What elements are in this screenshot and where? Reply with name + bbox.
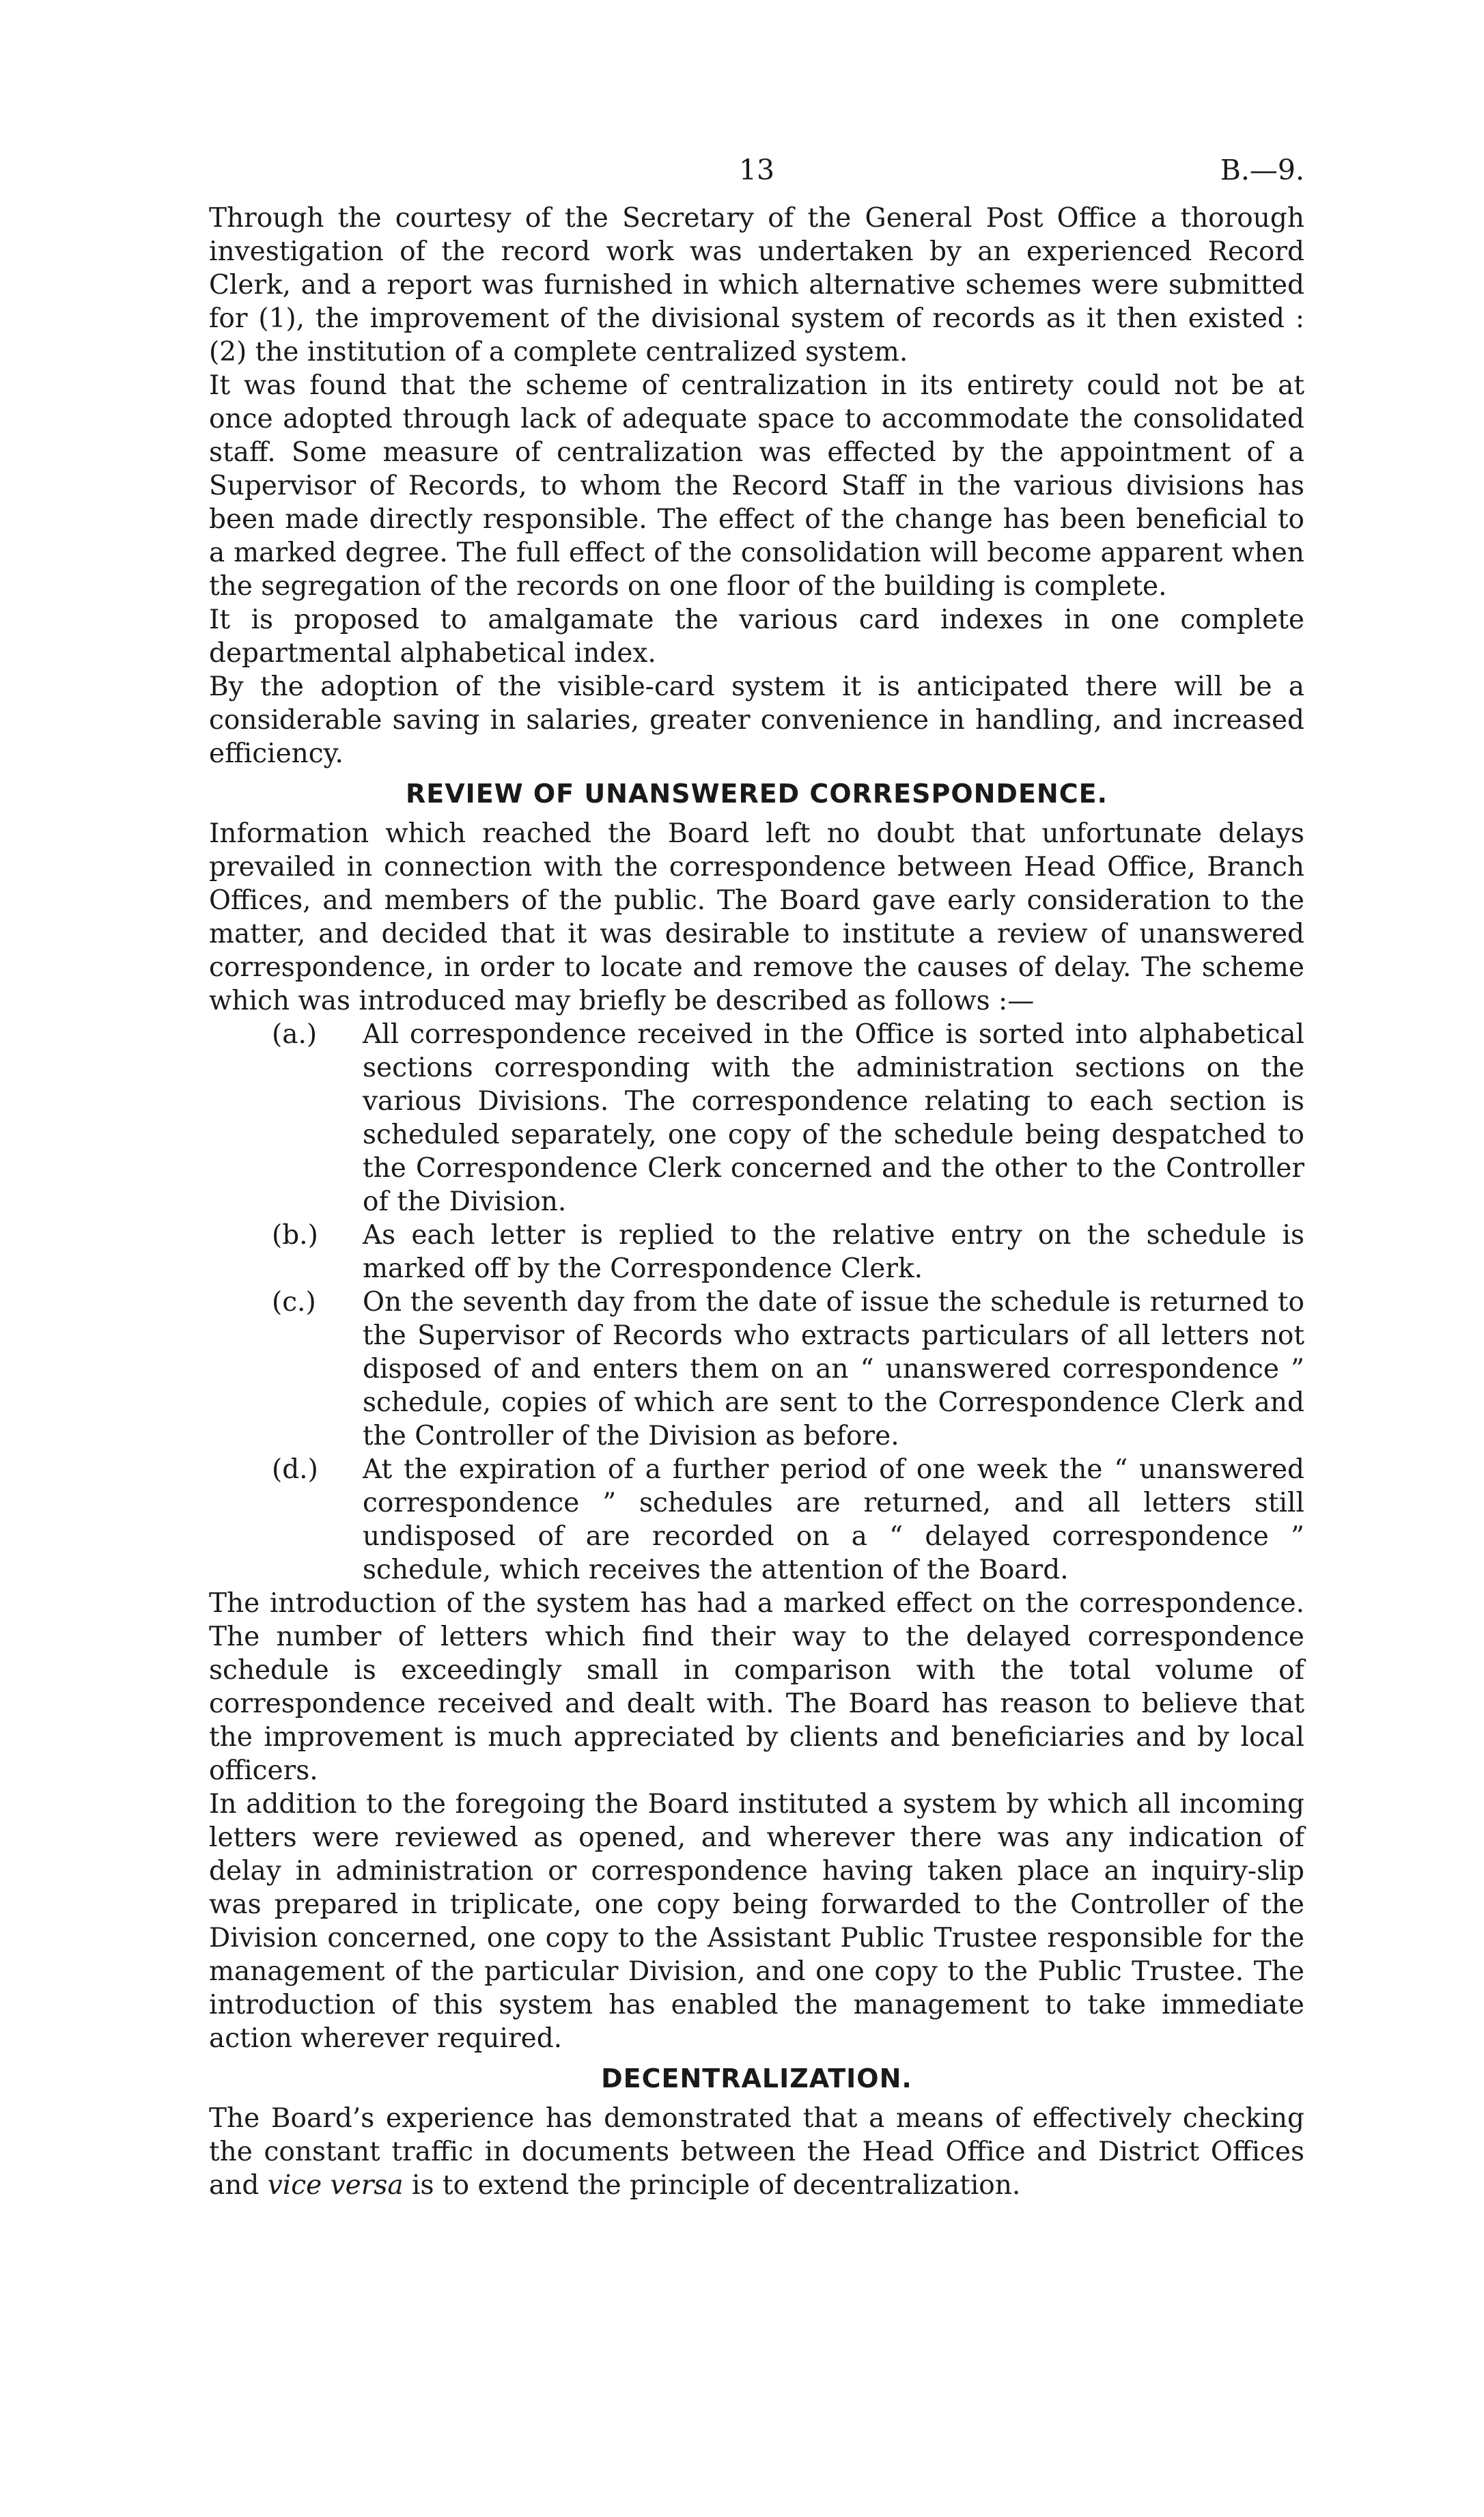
document-page xyxy=(209,154,1304,2202)
decentral-text-after: is to extend the principle of decentralization. xyxy=(412,2170,1021,2201)
list-marker: (b.) xyxy=(272,1220,318,1251)
list-marker: (a.) xyxy=(272,1019,318,1050)
list-item xyxy=(209,1453,1304,1587)
paragraph-centralization: It was found that the scheme of centralization in its entirety could not be at once adopted through lack of adequate space to accommodate the consolidated staff. Some measure of centralization was effected by the appointment of a Supervisor of Records, to whom the Record Staff in the various divisions has been made directly responsible. The effect of the change has been beneficial to a marked degree. The full effect of the consolidation will become apparent when the segregation of the records on one floor of the building is complete. xyxy=(209,370,1304,602)
paragraph-record-investigation: Through the courtesy of the Secretary of the General Post Office a thorough investigation of the record work was undertaken by an experienced Record Clerk, and a report was furnished in which alternative schemes were submitted for (1), the improvement of the divisional system of records as it then existed : (2) the institution of a complete centralized system. xyxy=(209,203,1304,367)
list-item xyxy=(209,1219,1304,1285)
decentral-text-italic: vice versa xyxy=(267,2170,404,2201)
list-marker: (d.) xyxy=(272,1454,318,1485)
paragraph-system-effect: The introduction of the system has had a marked effect on the correspondence. The number of letters which find their way to the delayed correspondence schedule is exceedingly small in comparison with the total volume of correspondence received and dealt with. The Board has reason to believe that the improvement is much appreciated by clients and beneficiaries and by local officers. xyxy=(209,1588,1304,1786)
list-item xyxy=(209,1018,1304,1219)
paragraph-decentralization xyxy=(209,2102,1304,2202)
section-heading-decentralization: DECENTRALIZATION. xyxy=(601,2063,912,2094)
document-reference: B.—9. xyxy=(1220,154,1304,186)
page-number: 13 xyxy=(738,154,775,186)
paragraph-review-intro: Information which reached the Board left no doubt that unfortunate delays prevailed in connection with the correspondence between Head Office, Branch Offices, and members of the public. The Board gave early consideration to the matter, and decided that it was desirable to institute a review of unanswered correspondence, in order to locate and remove the causes of delay. The scheme which was introduced may briefly be described as follows :— xyxy=(209,818,1304,1016)
paragraph-card-index: It is proposed to amalgamate the various card indexes in one complete departmental alphabetical index. xyxy=(209,604,1304,669)
list-item-text: All correspondence received in the Office is sorted into alphabetical sections corresponding with the administration sections on the various Divisions. The correspondence relating to each section is scheduled separately, one copy of the schedule being despatched to the Correspondence Clerk concerned and the other to the Controller of the Division. xyxy=(363,1019,1304,1217)
scheme-list xyxy=(209,1018,1304,1587)
decentral-text-before: The Board’s experience has demonstrated that a means of effectively checking the constant traffic in documents between the Head Office and District Offices and xyxy=(209,2103,1304,2201)
page-header xyxy=(209,154,1304,201)
section-heading-review: REVIEW OF UNANSWERED CORRESPONDENCE. xyxy=(405,779,1108,809)
list-marker: (c.) xyxy=(272,1287,316,1318)
list-item-text: At the expiration of a further period of one week the “ unanswered correspondence ” schedules are returned, and all letters still undisposed of are recorded on a “ delayed correspondence ” schedule, which receives the attention of the Board. xyxy=(363,1454,1304,1585)
list-item-text: On the seventh day from the date of issue the schedule is returned to the Supervisor of Records who extracts particulars of all letters not disposed of and enters them on an “ unanswered correspondence ” schedule, copies of which are sent to the Correspondence Clerk and the Controller of the Division as before. xyxy=(363,1287,1304,1451)
paragraph-visible-card: By the adoption of the visible-card system it is anticipated there will be a considerable saving in salaries, greater convenience in handling, and increased efficiency. xyxy=(209,671,1304,769)
list-item xyxy=(209,1285,1304,1453)
list-item-text: As each letter is replied to the relative entry on the schedule is marked off by the Correspondence Clerk. xyxy=(363,1220,1304,1284)
paragraph-inquiry-slip: In addition to the foregoing the Board instituted a system by which all incoming letters were reviewed as opened, and wherever there was any indication of delay in administration or correspondence having taken place an inquiry-slip was prepared in triplicate, one copy being forwarded to the Controller of the Division concerned, one copy to the Assistant Public Trustee responsible for the management of the particular Division, and one copy to the Public Trustee. The introduction of this system has enabled the management to take immediate action wherever required. xyxy=(209,1789,1304,2054)
